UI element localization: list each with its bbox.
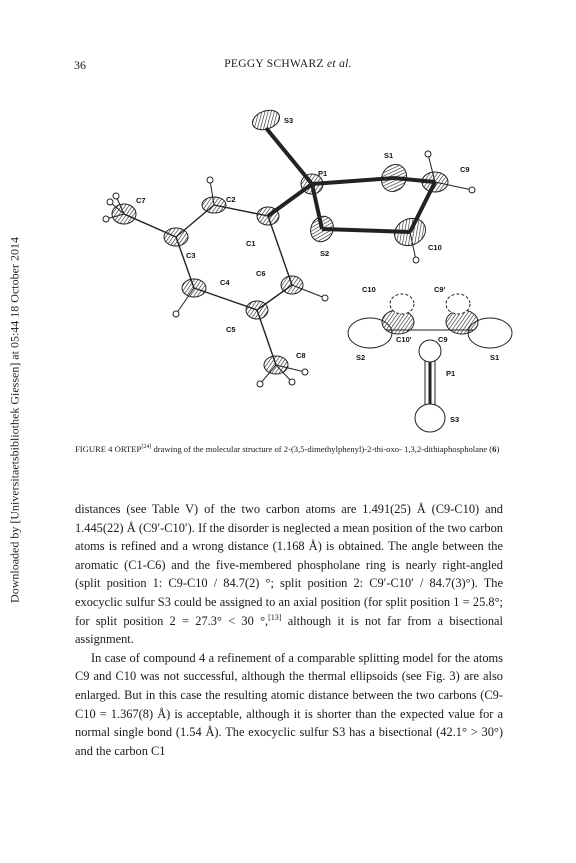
atom-label: S1 xyxy=(384,151,394,160)
running-head-suffix: et al. xyxy=(327,58,352,70)
inset-label: S1 xyxy=(490,353,500,362)
atom-label: C3 xyxy=(186,251,196,260)
download-watermark-text: Downloaded by [Universitaetsbibliothek Giessen] at 05:44 18 October 2014 xyxy=(7,237,22,603)
caption-close: ) xyxy=(496,444,500,454)
caption-label: FIGURE 4 ORTEP xyxy=(75,444,142,454)
paragraph xyxy=(75,500,503,649)
atom-label: C1 xyxy=(246,239,256,248)
inset-label: C9 xyxy=(438,335,448,344)
atom-ellipsoids xyxy=(103,107,475,387)
page-number: 36 xyxy=(74,58,86,72)
caption-ref: [24] xyxy=(141,444,152,451)
disorder-inset xyxy=(348,294,512,432)
download-watermark xyxy=(8,180,22,660)
paragraph-1-part-a: distances (see Table V) of the two carbon atoms are 1.491(25) Å (C9-C10) and 1.445(22) Å (C9′-C10′). If the disorder is neglected a mean position of the two carbon atoms is refined and a wrong distance (1.168 Å) is obtained. The angle between the aromatic (C1-C6) and the five-membered phospholane ring is nearly right-angled (split position 1: C9-C10 / 84.7(2) °; split position 2: C9′-C10′ / 84.7(3)°). The exocyclic sulfur S3 could be assigned to an axial position (for split position 1 = 25.8°; for split position 2 = 27.3° < 30 °, xyxy=(75,502,503,628)
atom-label: C8 xyxy=(296,351,306,360)
inset-label: S2 xyxy=(356,353,366,362)
inset-label: C9' xyxy=(434,285,446,294)
inset-label: S3 xyxy=(450,415,460,424)
running-head-title: PEGGY SCHWARZ xyxy=(224,58,324,70)
figure-caption xyxy=(75,444,515,455)
paragraph-1-part-b: although it is not far from a bisectional assignment. xyxy=(75,613,503,647)
inset-label: C10 xyxy=(362,285,376,294)
atom-label: C6 xyxy=(256,269,266,278)
atom-label: C2 xyxy=(226,195,236,204)
atom-label: C10 xyxy=(428,243,442,252)
citation-ref: [13] xyxy=(268,612,282,622)
atom-label: S2 xyxy=(320,249,330,258)
atom-label: P1 xyxy=(318,169,328,178)
atom-label: C4 xyxy=(220,278,230,287)
caption-compound: 6 xyxy=(492,444,497,454)
ortep-figure xyxy=(80,92,520,442)
atom-label: C5 xyxy=(226,325,236,334)
atom-label: C9 xyxy=(460,165,470,174)
caption-text: drawing of the molecular structure of 2-(3,5-dimethylphenyl)-2-thi-oxo- 1,3,2-dithiaphospholane ( xyxy=(151,444,493,454)
atom-label: S3 xyxy=(284,116,294,125)
inset-label: P1 xyxy=(446,369,456,378)
inset-label: C10' xyxy=(396,335,412,344)
paragraph: In case of compound 4 a refinement of a comparable splitting model for the atoms C9 and C10 was not successful, although the thermal ellipsoids (see Fig. 3) are also enlarged. But in this case the resulting atomic distance between the two carbons (C9-C10 = 1.367(8) Å) is acceptable, although it is shorter than the expected value for a normal single bond (1.54 Å). The exocyclic sulfur S3 has a bisectional (42.1° > 30°) and the carbon C1 xyxy=(75,650,503,758)
running-head xyxy=(0,58,576,70)
atom-label: C7 xyxy=(136,196,146,205)
body-text xyxy=(75,500,503,760)
bond-lines xyxy=(106,128,472,384)
